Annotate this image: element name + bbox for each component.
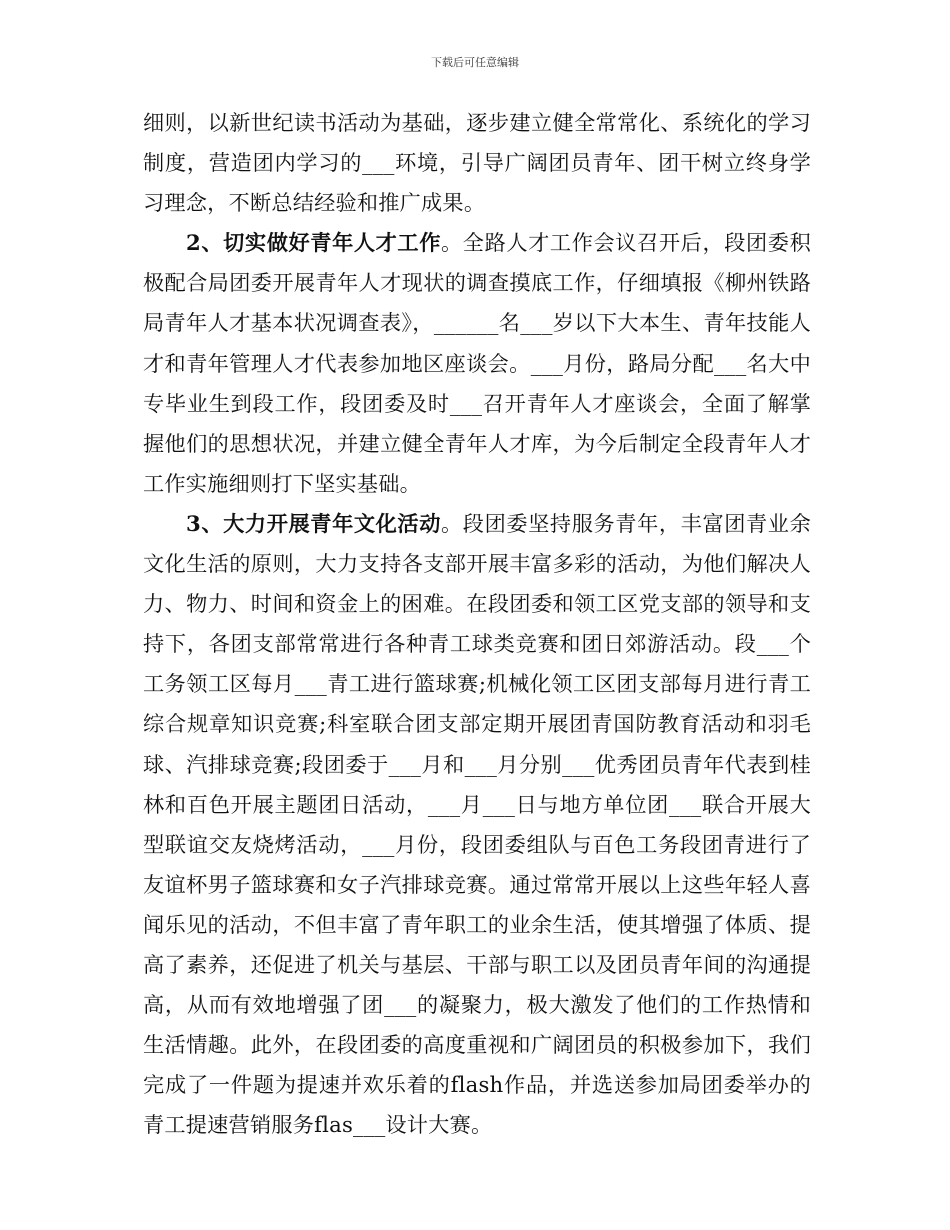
paragraph-1-text: 细则，以新世纪读书活动为基础，逐步建立健全常常化、系统化的学习制度，营造团内学习的___环境，引导广阔团员青年、团干树立终身学习理念，不断总结经验和推广成果。 (143, 110, 811, 216)
paragraph-3-text: 。段团委坚持服务青年，丰富团青业余文化生活的原则，大力支持各支部开展丰富多彩的活动，为他们解决人力、物力、时间和资金上的困难。在段团委和领工区党支部的领导和支持下，各团支部常常进行各种青工球类竞赛和团日郊游活动。段___个工务领工区每月___青工进行篮球赛;机械化领工区团支部每月进行青工综合规章知识竞赛;科室联合团支部定期开展团青国防教育活动和羽毛球、汽排球竞赛;段团委于___月和___月分别___优秀团员青年代表到桂林和百色开展主题团日活动，___月___日与地方单位团___联合开展大型联谊交友烧烤活动，___月份，段团委组队与百色工务段团青进行了友谊杯男子篮球赛和女子汽排球竞赛。通过常常开展以上这些年轻人喜闻乐见的活动，不但丰富了青年职工的业余生活，使其增强了体质、提高了素养，还促进了机关与基层、干部与职工以及团员青年间的沟通提高，从而有效地增强了团___的凝聚力，极大激发了他们的工作热情和生活情趣。此外，在段团委的高度重视和广阔团员的积极参加下，我们完成了一件题为提速并欢乐着的flash作品，并选送参加局团委举办的青工提速营销服务flas___设计大赛。 (143, 510, 811, 1138)
paragraph-3 (143, 504, 811, 1146)
paragraph-2-heading: 2、切实做好青年人才工作 (186, 230, 441, 256)
document-body (143, 103, 811, 1145)
page-header: 下载后可任意编辑 (431, 56, 519, 69)
paragraph-3-heading: 3、大力开展青年文化活动 (186, 510, 441, 536)
paragraph-2 (143, 223, 811, 504)
paragraph-2-text: 。全路人才工作会议召开后，段团委积极配合局团委开展青年人才现状的调查摸底工作，仔细填报《柳州铁路局青年人才基本状况调查表》，______名___岁以下大本生、青年技能人才和青年管理人才代表参加地区座谈会。___月份，路局分配___名大中专毕业生到段工作，段团委及时___召开青年人才座谈会，全面了解掌握他们的思想状况，并建立健全青年人才库，为今后制定全段青年人才工作实施细则打下坚实基础。 (143, 230, 811, 496)
paragraph-1 (143, 103, 811, 223)
